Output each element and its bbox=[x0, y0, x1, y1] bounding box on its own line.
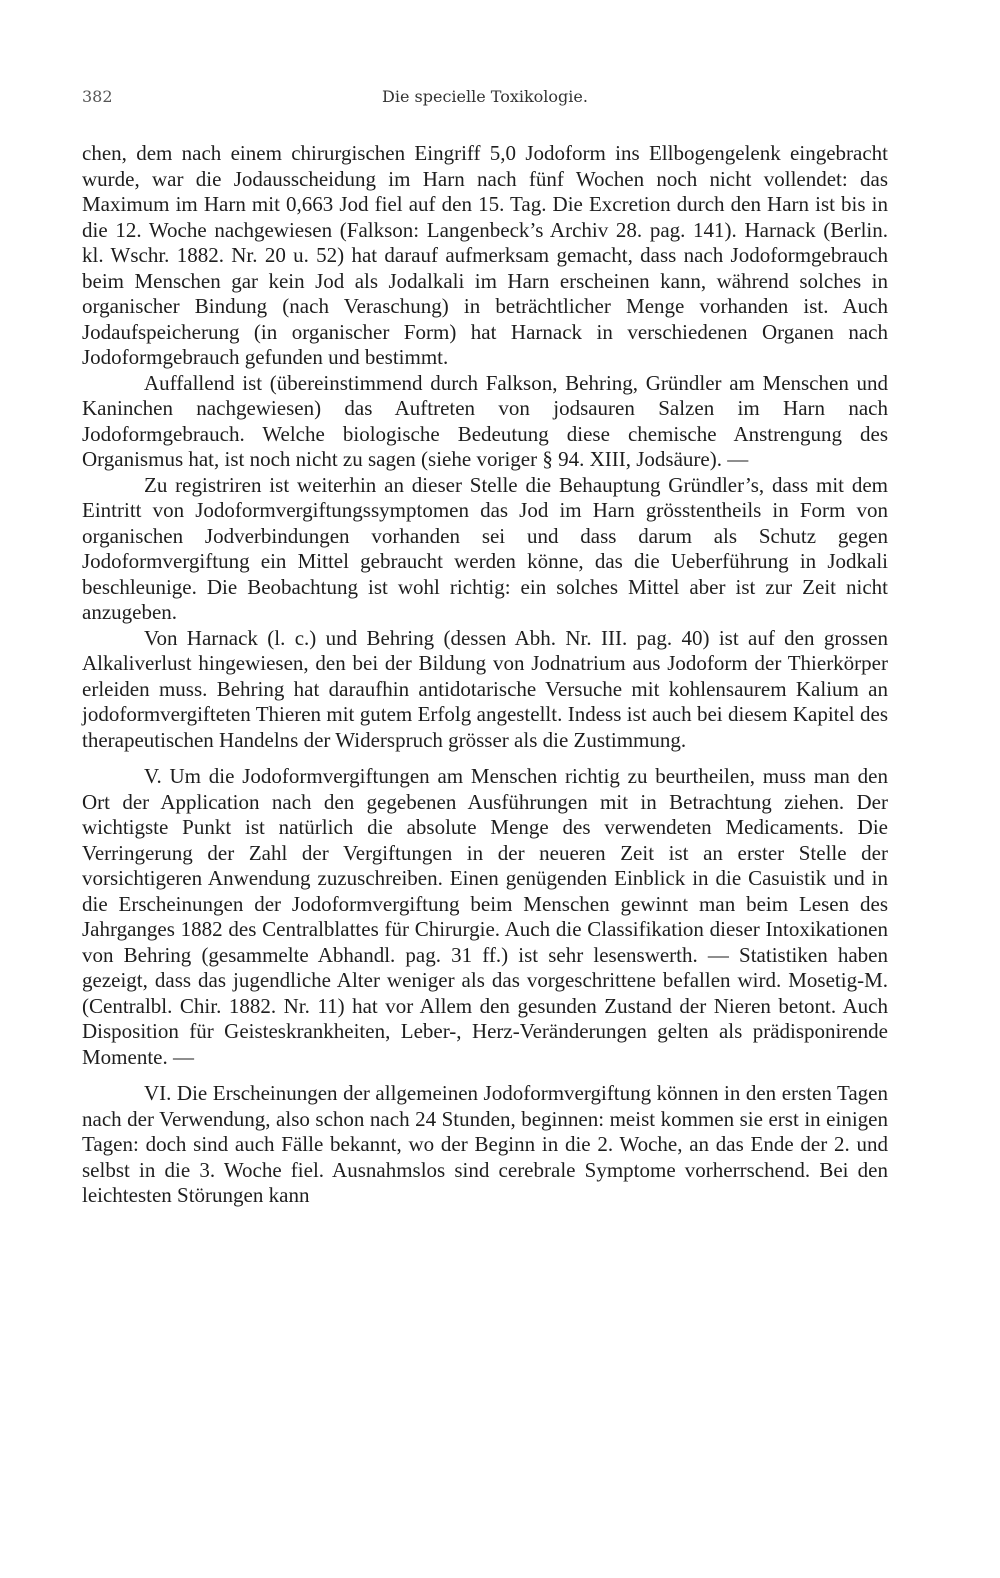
section-v-paragraph: V. Um die Jodoformvergiftungen am Menschen richtig zu beurtheilen, muss man den Ort der Application nach den gegebenen Ausführungen mit in Betrachtung ziehen. Der wichtigste Punkt ist natürlich die absolute Menge des verwendeten Medicaments. Die Verringerung der Zahl der Vergiftungen in der neueren Zeit ist an erster Stelle der vorsichtigeren Anwendung zuzuschreiben. Einen genügenden Einblick in die Casuistik und in die Erscheinungen der Jodoformvergiftung beim Menschen gewinnt man beim Lesen des Jahrganges 1882 des Centralblattes für Chirurgie. Auch die Classifikation dieser Intoxikationen von Behring (gesammelte Abhandl. pag. 31 ff.) ist sehr lesenswerth. — Statistiken haben gezeigt, dass das jugendliche Alter weniger als das vorgeschrittene befallen wird. Mosetig-M. (Centralbl. Chir. 1882. Nr. 11) hat vor Allem den gesunden Zustand der Nieren betont. Auch Disposition für Geisteskrankheiten, Leber-, Herz-Veränderungen gelten als prädisponirende Momente. — bbox=[82, 764, 888, 1069]
paragraph: Zu registriren ist weiterhin an dieser Stelle die Behauptung Gründler’s, dass mit dem Eintritt von Jodoformvergiftungssymptomen das Jod im Harn grösstentheils in Form von organischen Jodverbindungen vorhanden sei und dass darum als Schutz gegen Jodoformvergiftung ein Mittel gebraucht werden könne, das die Ueberführung in Jodkali beschleunige. Die Beobachtung ist wohl richtig: ein solches Mittel aber ist zur Zeit nicht anzugeben. bbox=[82, 472, 888, 624]
page-header bbox=[82, 87, 888, 117]
body-text bbox=[82, 141, 888, 1209]
section-vi-paragraph: VI. Die Erscheinungen der allgemeinen Jodoformvergiftung können in den ersten Tagen nach der Verwendung, also schon nach 24 Stunden, beginnen: meist kommen sie erst in einigen Tagen: doch sind auch Fälle bekannt, wo der Beginn in die 2. Woche, an das Ende der 2. und selbst in die 3. Woche fiel. Ausnahmslos sind cerebrale Symptome vorherrschend. Bei den leichtesten Störungen kann bbox=[82, 1081, 888, 1207]
paragraph: Auffallend ist (übereinstimmend durch Falkson, Behring, Gründler am Menschen und Kaninchen nachgewiesen) das Auftreten von jodsauren Salzen im Harn nach Jodoformgebrauch. Welche biologische Bedeutung diese chemische Anstrengung des Organismus hat, ist noch nicht zu sagen (siehe voriger § 94. XIII, Jodsäure). — bbox=[82, 370, 888, 471]
running-title: Die specielle Toxikologie. bbox=[382, 87, 588, 106]
page-number: 382 bbox=[82, 87, 113, 106]
paragraph: Von Harnack (l. c.) und Behring (dessen Abh. Nr. III. pag. 40) ist auf den grossen Alkaliverlust hingewiesen, den bei der Bildung von Jodnatrium aus Jodoform der Thierkörper erleiden muss. Behring hat daraufhin antidotarische Versuche mit kohlensaurem Kalium an jodoformvergifteten Thieren mit gutem Erfolg angestellt. Indess ist auch bei diesem Kapitel des therapeutischen Handelns der Widerspruch grösser als die Zustimmung. bbox=[82, 625, 888, 752]
paragraph: chen, dem nach einem chirurgischen Eingriff 5,0 Jodoform ins Ellbogengelenk eingebracht wurde, war die Jodausscheidung im Harn nach fünf Wochen noch nicht vollendet: das Maximum im Harn mit 0,663 Jod fiel auf den 15. Tag. Die Excretion durch den Harn ist bis in die 12. Woche nachgewiesen (Falkson: Langenbeck’s Archiv 28. pag. 141). Harnack (Berlin. kl. Wschr. 1882. Nr. 20 u. 52) hat darauf aufmerksam gemacht, dass nach Jodoformgebrauch beim Menschen gar kein Jod als Jodalkali im Harn erscheinen kann, während solches in organischer Bindung (nach Veraschung) in beträchtlicher Menge vorhanden ist. Auch Jodaufspeicherung (in organischer Form) hat Harnack in verschiedenen Organen nach Jodoformgebrauch gefunden und bestimmt. bbox=[82, 141, 888, 369]
